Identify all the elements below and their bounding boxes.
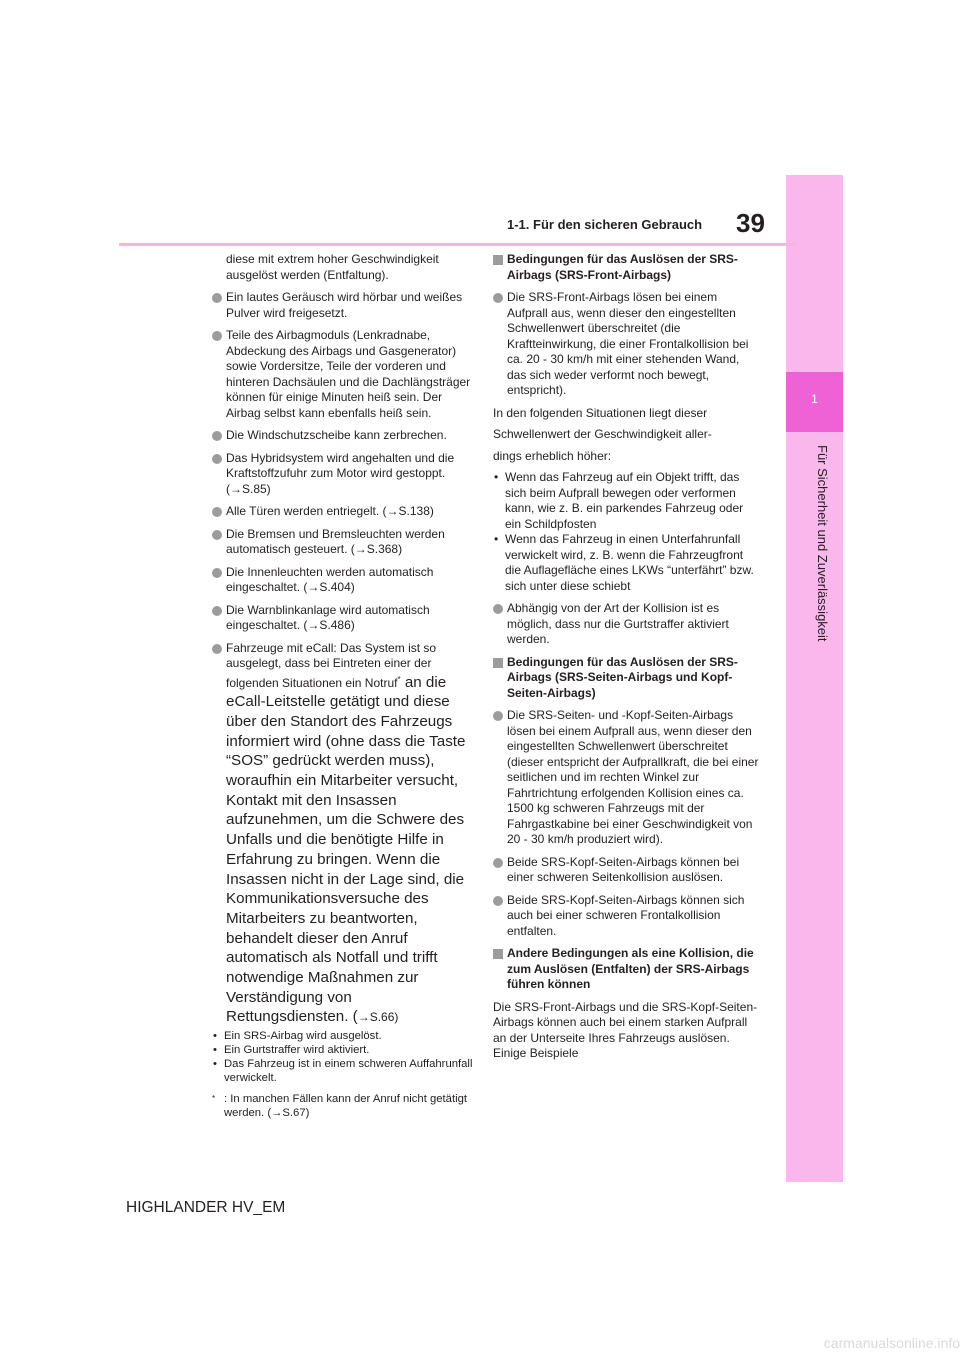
section-title: 1-1. Für den sicheren Gebrauch xyxy=(507,217,703,232)
bullet-item: Alle Türen werden entriegelt. (→S.138) xyxy=(212,504,474,520)
subsection-heading: Andere Bedingungen als eine Kollision, die zum Auslösen (Entfalten) der SRS-Airbags führen können xyxy=(493,946,759,993)
page-number: 39 xyxy=(736,208,765,238)
bullet-item: Die Bremsen und Bremsleuchten werden automatisch gesteuert. (→S.368) xyxy=(212,527,474,558)
chapter-title: Für Sicherheit und Zuverlässigkeit xyxy=(815,445,830,642)
list-item: • Das Fahrzeug ist in einem schweren Auffahrunfall verwickelt. xyxy=(212,1057,474,1085)
continued-text: diese mit extrem hoher Geschwindigkeit ausgelöst werden (Entfaltung). xyxy=(226,252,439,282)
footnote-text: : In manchen Fällen kann der Anruf nicht getätigt werden. (→S.67) xyxy=(224,1093,468,1120)
header-rule xyxy=(119,243,795,246)
bullet-item: Die SRS-Front-Airbags lösen bei einem Aufprall aus, wenn dieser den eingestellten Schwellenwert überschreitet (die Kraftteinwirkung, die einer Frontalkollision bei ca. 20 - 30 km/h mit einer stehenden Wand, das sich weder verformt noch bewegt, entspricht). xyxy=(493,290,759,399)
list-item: • Ein SRS-Airbag wird ausgelöst. xyxy=(212,1029,474,1043)
body-text: Schwellenwert der Geschwindigkeit aller- xyxy=(493,427,712,441)
list-item: • Ein Gurtstraffer wird aktiviert. xyxy=(212,1043,474,1057)
condition-list xyxy=(493,470,759,594)
bullet-item: Die Warnblinkanlage wird automatisch eingeschaltet. (→S.486) xyxy=(212,603,474,634)
footnote xyxy=(212,1092,474,1120)
bullet-item: Beide SRS-Kopf-Seiten-Airbags können sich auch bei einer schweren Frontalkollision entfalten. xyxy=(493,893,759,940)
body-text: Die SRS-Front-Airbags und die SRS-Kopf-Seiten-Airbags können auch bei einem starken Aufprall an der Unterseite Ihres Fahrzeugs auslösen. Einige Beispiele xyxy=(493,999,758,1060)
bullet-item: Das Hybridsystem wird angehalten und die Kraftstoffzufuhr zum Motor wird gestoppt. (→S.85) xyxy=(212,451,474,498)
list-item: • Wenn das Fahrzeug in einen Unterfahrunfall verwickelt wird, z. B. wenn die Fahrzeugfront die Auflagefläche eines LKWs “unterfährt” bzw. sich unter diese schiebt xyxy=(493,532,759,594)
ecall-text-large: an die eCall-Leitstelle getätigt und diese über den Standort des Fahrzeugs informiert wird (ohne dass die Taste “SOS” gedrückt werden muss), woraufhin ein Mitarbeiter versucht, Kontakt mit den Insassen aufzunehmen, um die Schwere des Unfalls und die benötigte Hilfe in Erfahrung zu bringen. Wenn die Insassen nicht in der Lage sind, die Kommunikationsversuche des Mitarbeiters zu beantworten, behandelt dieser den Anruf automatisch als Notfall und trifft notwendige Maßnahmen zur Verständigung von Rettungsdiensten. ( xyxy=(226,673,466,1026)
ecall-text-small: Fahrzeuge mit eCall: Das System ist so ausgelegt, dass bei Eintreten einer der folgenden Situationen ein Notruf xyxy=(226,640,437,690)
body-text: dings erheblich höher: xyxy=(493,448,612,463)
bullet-item: Beide SRS-Kopf-Seiten-Airbags können bei einer schweren Seitenkollision auslösen. xyxy=(493,855,759,886)
bullet-item: Die Windschutzscheibe kann zerbrechen. xyxy=(212,428,474,444)
right-column xyxy=(493,252,759,1068)
footnote-marker: * xyxy=(397,674,401,684)
footer-model: HIGHLANDER HV_EM xyxy=(126,1199,286,1216)
bullet-item: Die SRS-Seiten- und -Kopf-Seiten-Airbags lösen bei einem Aufprall aus, wenn dieser den eingestellten Schwellenwert überschreitet (dieser entspricht der Aufprallkraft, die bei einer seitlichen und im rechten Winkel zur Fahrtrichtung erfolgenden Kollision eines ca. 1500 kg schweren Fahrzeugs mit der Fahrgastkabine bei einer Geschwindigkeit von 20 - 30 km/h produziert wird). xyxy=(493,708,759,848)
bullet-item: Teile des Airbagmoduls (Lenkradnabe, Abdeckung des Airbags und Gasgenerator) sowie Vordersitze, Teile der vorderen und hinteren Dachsäulen und die Dachlängsträger können für einige Minuten heiß sein. Der Airbag selbst kann ebenfalls heiß sein. xyxy=(212,328,474,421)
subsection-heading: Bedingungen für das Auslösen der SRS-Airbags (SRS-Seiten-Airbags und Kopf-Seiten-Airbags) xyxy=(493,655,759,702)
body-text: In den folgenden Situationen liegt dieser xyxy=(493,405,708,420)
bullet-item: Abhängig von der Art der Kollision ist es möglich, dass nur die Gurtstraffer aktiviert werden. xyxy=(493,601,759,648)
watermark: carmanualsonline.info xyxy=(823,1335,960,1351)
ecall-bullet xyxy=(212,641,474,1028)
left-column xyxy=(212,252,474,1120)
ecall-condition-list xyxy=(212,1029,474,1085)
page-reference: →S.66) xyxy=(357,1010,399,1025)
subsection-heading: Bedingungen für das Auslösen der SRS-Airbags (SRS-Front-Airbags) xyxy=(493,252,759,283)
list-item: • Wenn das Fahrzeug auf ein Objekt trifft, das sich beim Aufprall bewegen oder verformen kann, wie z. B. ein parkendes Fahrzeug oder ein Schildpfosten xyxy=(493,470,759,532)
footnote-marker: * xyxy=(212,1094,216,1104)
chapter-side-tab xyxy=(786,175,843,1182)
chapter-number: 1 xyxy=(811,392,818,406)
bullet-item: Die Innenleuchten werden automatisch eingeschaltet. (→S.404) xyxy=(212,565,474,596)
bullet-item: Ein lautes Geräusch wird hörbar und weißes Pulver wird freigesetzt. xyxy=(212,290,474,321)
